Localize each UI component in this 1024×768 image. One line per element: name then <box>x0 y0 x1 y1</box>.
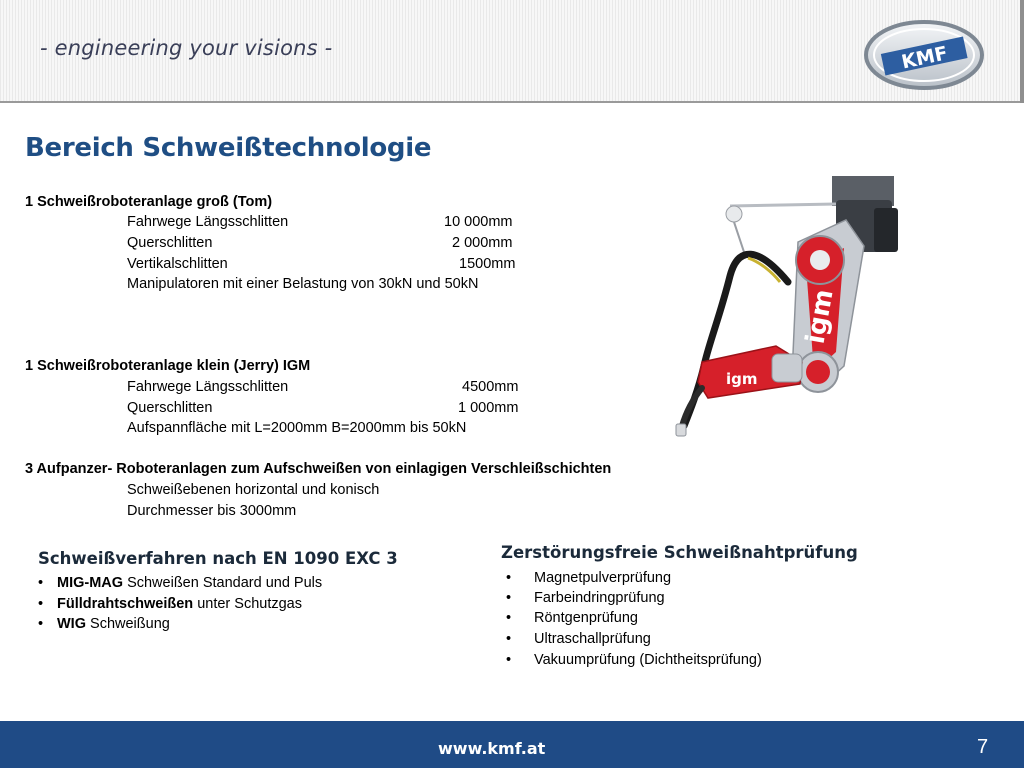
verfahren-item: MIG-MAG Schweißen Standard und Puls <box>57 575 323 591</box>
robot-brand-text: igm <box>800 287 840 347</box>
pruefung-item: Farbeindringprüfung <box>534 590 665 606</box>
pruefung-item: Röntgenprüfung <box>534 610 638 626</box>
bullet-icon: • <box>38 575 44 591</box>
page-number: 7 <box>977 736 989 758</box>
aufpanzer-heading: 3 Aufpanzer- Roboteranlagen zum Aufschweißen von einlagigen Verschleißschichten <box>25 461 612 477</box>
welding-robot-image <box>668 176 908 438</box>
bullet-icon: • <box>38 616 44 632</box>
pruefung-item: Ultraschallprüfung <box>534 631 651 647</box>
verfahren-heading: Schweißverfahren nach EN 1090 EXC 3 <box>38 549 398 568</box>
aufpanzer-line: Schweißebenen horizontal und konisch <box>127 482 380 498</box>
tom-row-value: 10 000mm <box>444 214 513 230</box>
tom-row-label: Querschlitten <box>127 235 213 251</box>
bullet-icon: • <box>506 590 512 606</box>
tom-row-label: Fahrwege Längsschlitten <box>127 214 289 230</box>
tom-row-label: Vertikalschlitten <box>127 256 228 272</box>
jerry-row-label: Querschlitten <box>127 400 213 416</box>
header-edge <box>1020 0 1024 103</box>
footer-link[interactable]: www.kmf.at <box>438 739 546 758</box>
tom-row-value: 1500mm <box>459 256 516 272</box>
pruefung-heading: Zerstörungsfreie Schweißnahtprüfung <box>501 543 858 562</box>
tom-note: Manipulatoren mit einer Belastung von 30kN und 50kN <box>127 276 479 292</box>
header-bar <box>0 0 1024 103</box>
page-title: Bereich Schweißtechnologie <box>25 133 432 163</box>
bullet-icon: • <box>38 596 44 612</box>
verfahren-item: Fülldrahtschweißen unter Schutzgas <box>57 596 302 612</box>
jerry-row-label: Fahrwege Längsschlitten <box>127 379 289 395</box>
svg-text:igm: igm <box>726 370 758 388</box>
jerry-row-value: 1 000mm <box>458 400 519 416</box>
bullet-icon: • <box>506 610 512 626</box>
verfahren-item: WIG Schweißung <box>57 616 170 632</box>
tom-heading: 1 Schweißroboteranlage groß (Tom) <box>25 194 273 210</box>
pruefung-item: Magnetpulverprüfung <box>534 570 672 586</box>
tom-row-value: 2 000mm <box>452 235 513 251</box>
jerry-note: Aufspannfläche mit L=2000mm B=2000mm bis 50kN <box>127 420 467 436</box>
pruefung-item: Vakuumprüfung (Dichtheitsprüfung) <box>534 652 762 668</box>
bullet-icon: • <box>506 570 512 586</box>
bullet-icon: • <box>506 652 512 668</box>
jerry-row-value: 4500mm <box>462 379 519 395</box>
tagline: - engineering your visions - <box>40 36 333 60</box>
jerry-heading: 1 Schweißroboteranlage klein (Jerry) IGM <box>25 358 311 374</box>
aufpanzer-line: Durchmesser bis 3000mm <box>127 503 297 519</box>
kmf-logo <box>862 18 986 92</box>
bullet-icon: • <box>506 631 512 647</box>
logo-text: KMF <box>899 42 950 74</box>
